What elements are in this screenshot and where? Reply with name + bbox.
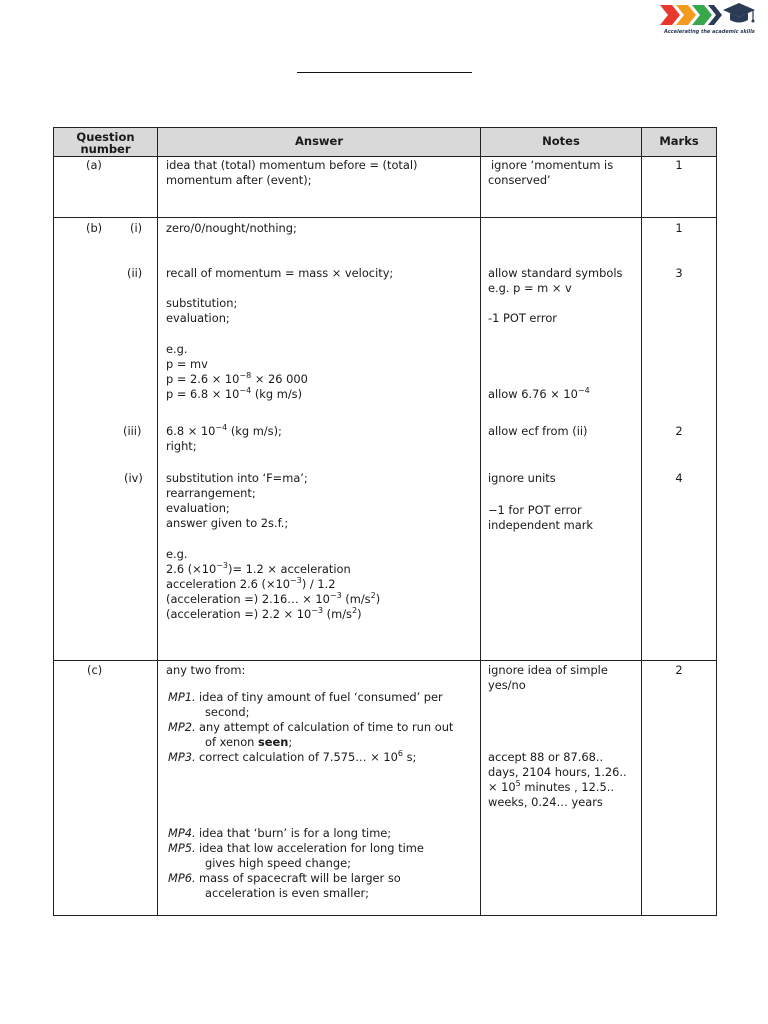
logo-tagline: Accelerating the academic skills (664, 29, 755, 35)
header-marks: Marks (642, 128, 717, 157)
table-row: (b) (i) (ii) (iii) (iv) zero/0/nought/nothing; recall of momentum = mass × velocity; substitution; evaluation; e.g. p = mv $p = 2.6 \times 10^{-8} \times 26$ 000 $p = 6.8 \times 10^{-4}$ (kg m/s) $6.8 \times 10^{-4}$ (kg m/s); right; substitution into ‘F=ma’; rearrangement; evaluation; answer given to 2s.f.; e.g. 2.6 $(\times 10^{-3})= 1.2$ × acceleration acceleration 2.6 $(\times 10^{-3}) / 1.2$ (acceleration =) 2.16… × $10^{-3}$ $(m/s^2)$ (acceleration =) $2.2 \times 10^{-3}$ $(m/s^2)$ allow standard symbols e.g. p = m × v -1 POT error allow $6.76 \times 10^{-4}$ allow ecf from (ii) ignore units −1 for POT error independent mark 1 3 2 4 (54, 218, 717, 661)
header-question: Question number (54, 128, 158, 157)
title-underline (297, 72, 472, 73)
marks-b-i: 1 (675, 221, 683, 235)
question-a: (a) (86, 158, 102, 172)
marks-b-iv: 4 (675, 471, 683, 485)
header-answer: Answer (158, 128, 481, 157)
marks-b-iii: 2 (675, 424, 683, 438)
header-notes: Notes (481, 128, 642, 157)
mark-scheme-table (53, 127, 717, 916)
marks-a: 1 (675, 158, 683, 172)
marks-b-ii: 3 (675, 266, 683, 280)
graduation-cap-icon (722, 0, 756, 28)
marks-c: 2 (675, 663, 683, 677)
table-row: (a) idea that (total) momentum before = (total) momentum after (event); ignore ‘momentum is conserved’ 1 (54, 157, 717, 218)
question-c: (c) (87, 663, 103, 677)
question-b: (b) (86, 221, 103, 235)
table-row: (c) any two from: MP1. idea of tiny amount of fuel ‘consumed’ per second; MP2. any attempt of calculation of time to run out of xenon seen; MP3. correct calculation of 7.575… × $10^6$ s; MP4. idea that ‘burn’ is for a long time; MP5. idea that low acceleration for long time gives high speed change; MP6. mass of spacecraft will be larger so acceleration is even smaller; ignore idea of simple yes/no accept 88 or 87.68.. days, 2104 hours, 1.26.. × $10^5$ minutes , 12.5.. weeks, 0.24… years 2 (54, 661, 717, 916)
table-header-row (54, 128, 717, 157)
